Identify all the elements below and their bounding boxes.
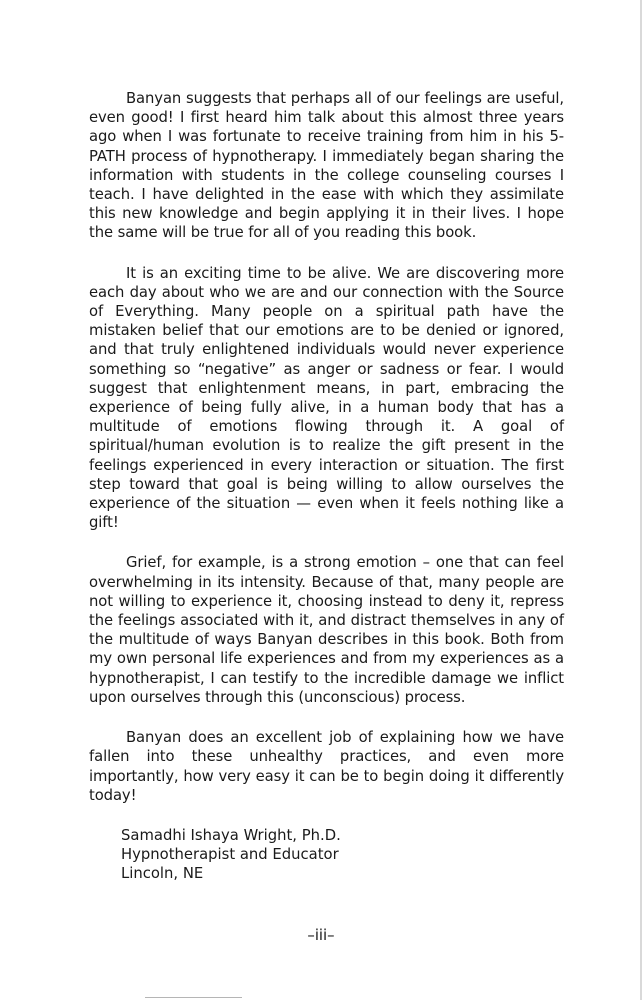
paragraph-4: Banyan does an excellent job of explaining how we have fallen into these unhealthy practices, and even more importantly, how very easy it can be to begin doing it differently today! [89, 729, 564, 804]
signature-location: Lincoln, NE [121, 865, 204, 883]
signature-title: Hypnotherapist and Educator [121, 846, 339, 864]
page-number: –iii– [307, 927, 335, 944]
foreword-body [89, 89, 564, 884]
signature-block [89, 826, 564, 884]
bottom-rule [145, 997, 242, 998]
paragraph-3: Grief, for example, is a strong emotion – one that can feel overwhelming in its intensity. Because of that, many people are not willing to experience it, choosing instead to deny it, repress the feelings associated with it, and distract themselves in any of the multitude of ways Banyan describes in this book. Both from my own personal life experiences and from my experiences as a hypnotherapist, I can testify to the incredible damage we inflict upon ourselves through this (unconscious) process. [89, 554, 564, 706]
signature-name: Samadhi Ishaya Wright, Ph.D. [121, 826, 341, 844]
paragraph-2: It is an exciting time to be alive. We are discovering more each day about who we are and our connection with the Source of Everything. Many people on a spiritual path have the mistaken belief that our emotions are to be denied or ignored, and that truly enlightened individuals would never experience something so “negative” as anger or sadness or fear. I would suggest that enlightenment means, in part, embracing the experience of being fully alive, in a human body that has a multitude of emotions flowing through it. A goal of spiritual/human evolution is to realize the gift present in the feelings experienced in every interaction or situation. The first step toward that goal is being willing to allow ourselves the experience of the situation — even when it feels nothing like a gift! [89, 264, 564, 532]
paragraph-1: Banyan suggests that perhaps all of our feelings are useful, even good! I first heard him talk about this almost three years ago when I was fortunate to receive training from him in his 5-PATH process of hypnotherapy. I immediately began sharing the information with students in the college counseling courses I teach. I have delighted in the ease with which they assimilate this new knowledge and begin applying it in their lives. I hope the same will be true for all of you reading this book. [89, 90, 564, 242]
